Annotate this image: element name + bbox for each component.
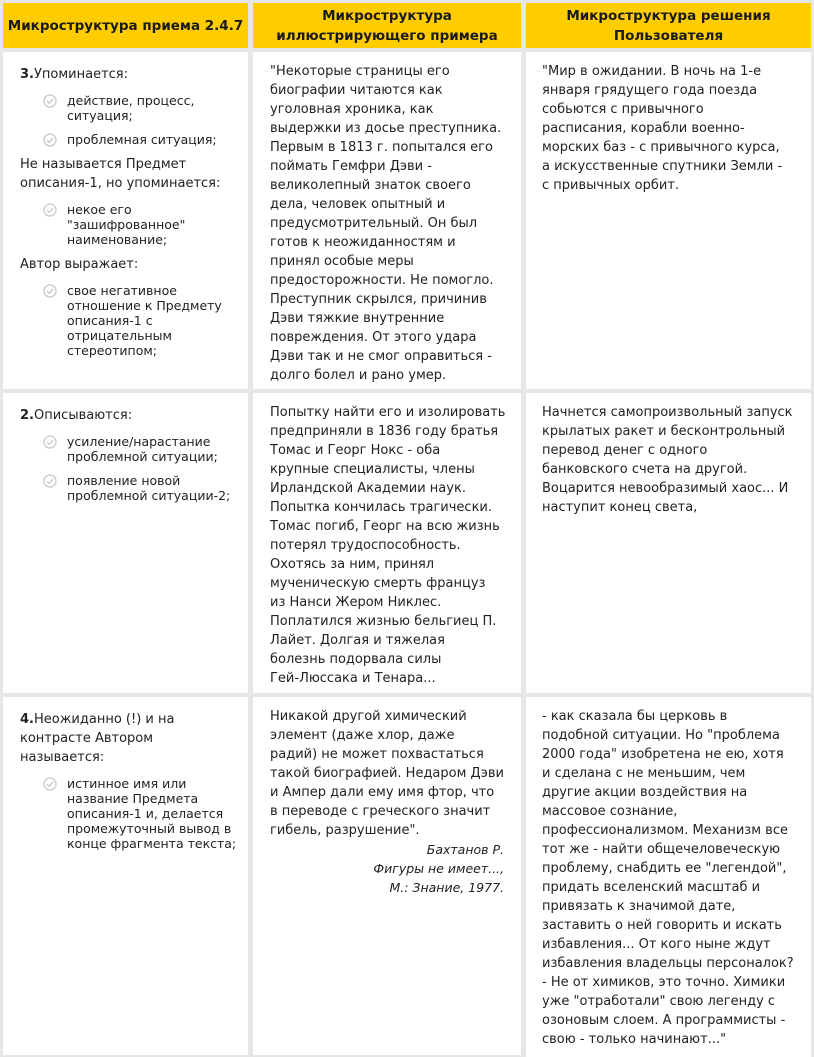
header-col2-line2: иллюстрирующего примера [276,27,498,44]
text-line: повреждения. От этого удара [270,330,477,345]
text-line: радий) не может похвастаться [270,747,484,762]
list-item-text: истинное имя или название Предмета описания-1 и, делается промежуточный вывод в конце фрагмента текста; [67,776,237,851]
row2-example-cell [253,393,521,693]
text-line: Дэви так и не смог оправиться - [270,349,492,364]
row3-solution-cell [526,697,811,1057]
list-item [43,283,248,358]
text-line: уже "отработали" свою легенду с [542,994,776,1009]
row1-subheading-2: Автор выражает: [20,257,139,272]
text-line: предприняли в 1836 году братья [270,424,499,439]
row2-solution-text [526,393,811,517]
text-line: - Не от химиков, это точно. Химики [542,975,786,990]
text-line: и Ампер дали ему имя фтор, что [270,785,495,800]
row2-lead [20,406,248,425]
text-line: принял особые меры [270,254,414,269]
row3-number: 4. [20,712,34,727]
text-line: Охотясь за ним, принял [270,557,435,572]
text-line: профессионализмом. Механизм все [542,823,788,838]
row1-example-cell [253,52,521,389]
text-line: Воцарится невообразимый хаос... И [542,481,789,496]
text-line: долго болел и рано умер. [270,368,447,383]
text-line: поймать Гемфри Дэви - [270,159,432,174]
header-col1-text: Микроструктура приема 2.4.7 [7,17,244,34]
text-line: "Некоторые страницы его [270,64,450,79]
check-circle-icon [43,474,57,488]
text-line: придать вселенский масштаб и [542,880,761,895]
text-line: уголовная хроника, как [270,102,434,117]
text-line: Никакой другой химический [270,709,467,724]
text-line: Попытку найти его и изолировать [270,405,506,420]
header-col2-line1: Микроструктура [322,7,452,24]
text-line: и сделана с не меньшим, чем [542,766,746,781]
row1-lead [20,65,248,84]
row3-example-cell [253,697,521,1055]
text-line: гибель, разрушение". [270,823,420,838]
check-circle-icon [43,133,57,147]
text-line: с привычных орбит. [542,178,680,193]
text-line: избавления владельцы персоналок? [542,956,794,971]
text-line: свою - только начинают..." [542,1032,727,1047]
text-line: привязать к значимой дате, [542,899,736,914]
text-line: крупные специалисты, члены [270,462,475,477]
header-col-example [253,3,521,48]
text-line: Дэви тяжкие внутренние [270,311,445,326]
text-line: наступит конец света, [542,500,698,515]
text-line: болезнь подорвала силы [270,652,442,667]
text-line: Поплатился жизнью бельгиец П. [270,614,497,629]
text-line: перевод денег с одного [542,443,708,458]
text-line: мученическую смерть француз [270,576,486,591]
text-line: Ирландской Академии наук. [270,481,466,496]
header-col-solution [526,3,811,48]
text-line: другие акции воздействия на [542,785,748,800]
row1-technique-cell [3,52,248,389]
text-line: такой биографией. Недаром Дэви [270,766,504,781]
text-line: Гей-Люссака и Тенара... [270,671,436,686]
text-line: заставить о ней говорить и искать [542,918,782,933]
text-line: января грядущего года поезда [542,83,758,98]
row3-lead-text: Неожиданно (!) и на контрасте Автором называется: [20,712,175,765]
text-line: избавления... От кого ныне ждут [542,937,771,952]
text-line: морских баз - с привычного курса, [542,140,780,155]
text-line: 2000 года" изобретена не ею, хотя [542,747,784,762]
text-line: Фигуры не имеет..., [373,861,504,876]
check-circle-icon [43,203,57,217]
text-line: дела, человек опытный и [270,197,446,212]
text-line: великолепный знаток своего [270,178,471,193]
text-line: Первым в 1813 г. попытался его [270,140,493,155]
text-line: из Нанси Жером Никлес. [270,595,442,610]
text-line: подобной ситуации. Но "проблема [542,728,780,743]
text-line: а искусственные спутники Земли - [542,159,783,174]
row3-technique-cell [3,697,248,1055]
text-line: озоновым слоем. А программисты - [542,1013,786,1028]
text-line: крылатых ракет и бесконтрольный [542,424,786,439]
header-col3-line1: Микроструктура решения [566,7,771,24]
text-line: собьются с привычного [542,102,704,117]
check-circle-icon [43,435,57,449]
text-line: массовое сознание, [542,804,678,819]
text-line: в переводе с греческого значит [270,804,491,819]
list-item [43,202,248,247]
list-item-text: некое его "зашифрованное" наименование; [67,202,186,247]
row1-number: 3. [20,67,34,82]
text-line: М.: Знание, 1977. [389,880,504,895]
row3-solution-text [526,697,811,1049]
list-item [43,776,248,851]
text-line: банковского счета на другой. [542,462,748,477]
row1-example-text [253,52,521,385]
text-line: проблему, снабдить ее "легендой", [542,861,787,876]
text-line: Начнется самопроизвольный запуск [542,405,793,420]
list-item [43,132,248,147]
row3-lead [20,710,190,767]
check-circle-icon [43,94,57,108]
text-line: Томас и Георг Нокс - оба [270,443,441,458]
check-circle-icon [43,777,57,791]
text-line: Преступник скрылся, причинив [270,292,487,307]
text-line: "Мир в ожидании. В ночь на 1-е [542,64,762,79]
text-line: Томас погиб, Георг на всю жизнь [270,519,500,534]
header-col-technique [3,3,248,48]
row2-example-text [253,393,521,688]
row2-solution-cell [526,393,811,693]
text-line: расписания, корабли военно- [542,121,745,136]
list-item-text: действие, процесс, ситуация; [67,93,195,123]
row1-solution-text [526,52,811,195]
text-line: биографии читаются как [270,83,443,98]
row1-subheading-1: Не называется Предмет описания-1, но упоминается: [20,157,221,191]
text-line: Попытка кончилась трагически. [270,500,492,515]
text-line: тот же - найти общечеловеческую [542,842,781,857]
check-circle-icon [43,284,57,298]
row3-example-text [253,697,521,840]
row1-lead-text: Упоминается: [33,67,128,82]
list-item-text: появление новой проблемной ситуации-2; [67,473,231,503]
row1-solution-cell [526,52,811,389]
list-item [43,473,248,503]
text-line: Бахтанов Р. [426,842,504,857]
text-line: - как сказала бы церковь в [542,709,728,724]
text-line: потерял трудоспособность. [270,538,461,553]
row3-citation [253,840,521,897]
text-line: элемент (даже хлор, даже [270,728,455,743]
row2-lead-text: Описываются: [33,408,133,423]
list-item [43,93,248,123]
list-item-text: свое негативное отношение к Предмету описания-1 с отрицательным стереотипом; [67,283,222,358]
text-line: Лайет. Долгая и тяжелая [270,633,445,648]
row2-technique-cell [3,393,248,693]
text-line: готов к неожиданностям и [270,235,456,250]
row2-number: 2. [20,408,34,423]
list-item [43,434,248,464]
header-col3-line2: Пользователя [613,27,724,44]
text-line: выдержки из досье преступника. [270,121,502,136]
text-line: предосторожности. Не помогло. [270,273,494,288]
list-item-text: проблемная ситуация; [67,132,217,147]
text-line: предусмотрительный. Он был [270,216,478,231]
list-item-text: усиление/нарастание проблемной ситуации; [67,434,218,464]
